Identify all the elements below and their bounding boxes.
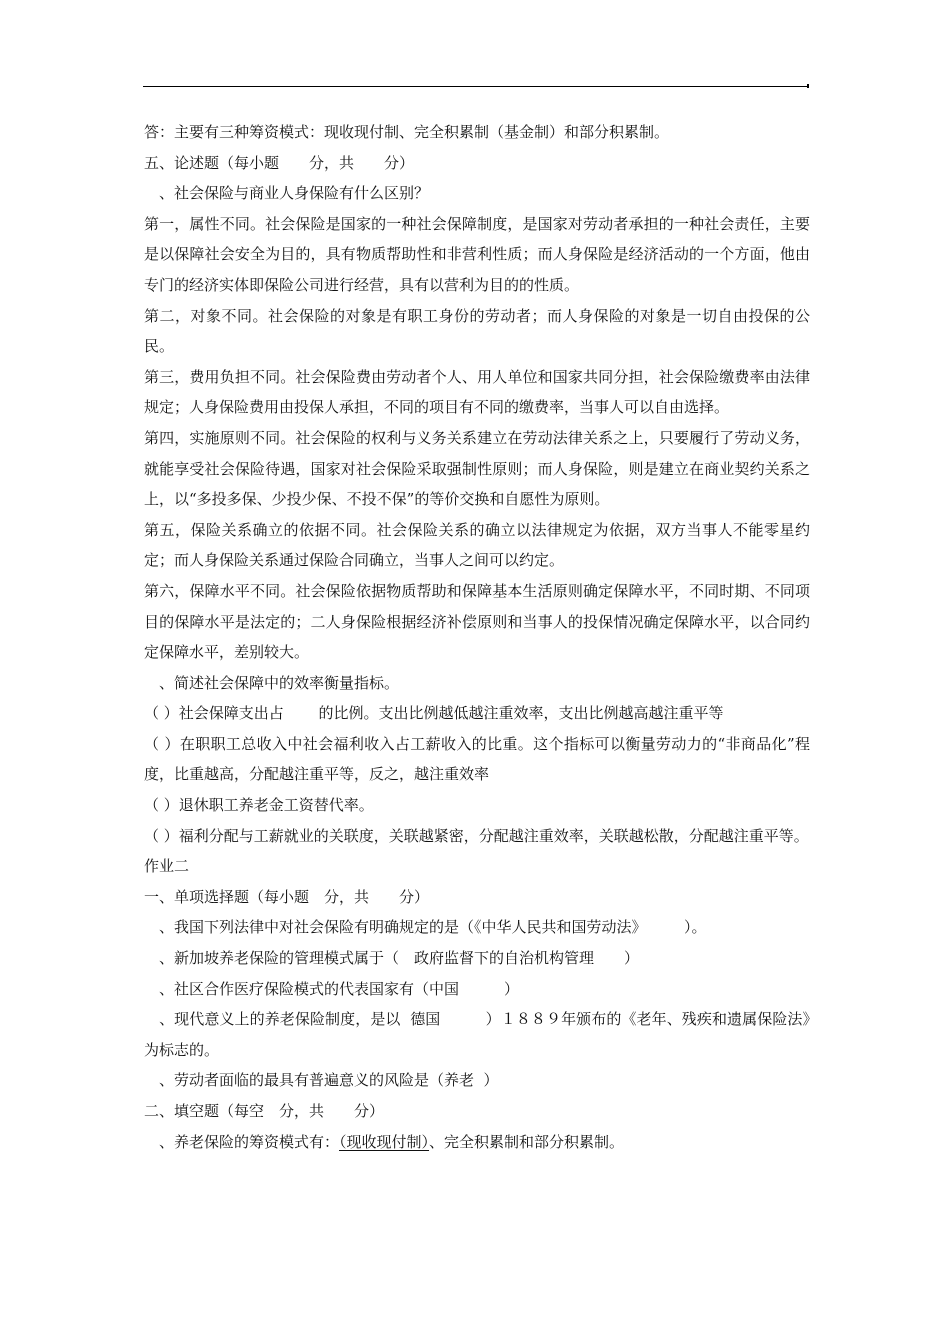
- indicator-item: （ ）福利分配与工薪就业的关联度，关联越紧密，分配越注重效率，关联越松散，分配越注重平等。: [144, 826, 809, 845]
- choice-item: 、新加坡养老保险的管理模式属于（ 政府监督下的自治机构管理 ）: [144, 949, 640, 968]
- answer-line: 答：主要有三种筹资模式：现收现付制、完全积累制（基金制）和部分积累制。: [144, 123, 670, 141]
- fill-item-answer: （现收现付制）: [339, 1132, 430, 1151]
- paragraph-sixth: 第六，保障水平不同。社会保险依据物质帮助和保障基本生活原则确定保障水平，不同时期、不同项目的保障水平是法定的；二人身保险根据经济补偿原则和当事人的投保情况确定保障水平，以合同约定保障水平，差别较大。: [144, 581, 810, 662]
- choice-item: 、社区合作医疗保险模式的代表国家有（中国 ）: [144, 979, 520, 998]
- indicator-item: （ ）退休职工养老金工资替代率。: [144, 796, 374, 815]
- header-rule-tick: [807, 84, 809, 88]
- section-heading-essay: 五、论述题（每小题 分，共 分）: [144, 153, 415, 172]
- question-line: 、简述社会保障中的效率衡量指标。: [144, 673, 400, 692]
- fill-item-prefix: 、养老保险的筹资模式有：: [144, 1132, 340, 1151]
- paragraph-first: 第一，属性不同。社会保险是国家的一种社会保障制度，是国家对劳动者承担的一种社会责任，主要是以保障社会安全为目的，具有物质帮助性和非营利性质；而人身保险是经济活动的一个方面，他由专门的经济实体即保险公司进行经营，具有以营利为目的的性质。: [144, 214, 810, 294]
- paragraph-third: 第三，费用负担不同。社会保险费由劳动者个人、用人单位和国家共同分担，社会保险缴费率由法律规定；人身保险费用由投保人承担，不同的项目有不同的缴费率，当事人可以自由选择。: [144, 367, 810, 417]
- choice-item: 、现代意义上的养老保险制度，是以 德国 ）１８８９年颁布的《老年、残疾和遗属保险法》为标志的。: [144, 1010, 810, 1059]
- header-rule: [143, 86, 809, 87]
- choice-item: 、劳动者面临的最具有普遍意义的风险是（养老 ）: [144, 1071, 499, 1090]
- indicator-item: （ ）在职职工总收入中社会福利收入占工薪收入的比重。这个指标可以衡量劳动力的“非商品化”程度，比重越高，分配越注重平等，反之，越注重效率: [144, 734, 810, 784]
- fill-item-suffix: 、完全积累制和部分积累制。: [429, 1132, 625, 1151]
- paragraph-fifth: 第五，保险关系确立的依据不同。社会保险关系的确立以法律规定为依据，双方当事人不能零星约定；而人身保险关系通过保险合同确立，当事人之间可以约定。: [144, 520, 810, 570]
- question-line: 、社会保险与商业人身保险有什么区别？: [144, 184, 430, 203]
- section-heading-fill: 二、填空题（每空 分，共 分）: [144, 1102, 385, 1120]
- assignment-title: 作业二: [144, 857, 190, 876]
- document-body: [144, 117, 810, 1157]
- paragraph-fourth: 第四，实施原则不同。社会保险的权利与义务关系建立在劳动法律关系之上，只要履行了劳动义务，就能享受社会保险待遇，国家对社会保险采取强制性原则；而人身保险，则是建立在商业契约关系之上，以“多投多保、少投少保、不投不保”的等价交换和自愿性为原则。: [144, 428, 810, 509]
- indicator-item: （ ）社会保障支出占 的比例。支出比例越低越注重效率，支出比例越高越注重平等: [144, 704, 724, 723]
- choice-item: 、我国下列法律中对社会保险有明确规定的是（《中华人民共和国劳动法》 ）。: [144, 918, 707, 937]
- paragraph-second: 第二，对象不同。社会保险的对象是有职工身份的劳动者；而人身保险的对象是一切自由投保的公民。: [144, 306, 810, 356]
- section-heading-choice: 一、单项选择题（每小题 分，共 分）: [144, 887, 430, 906]
- fill-item: [144, 1127, 810, 1158]
